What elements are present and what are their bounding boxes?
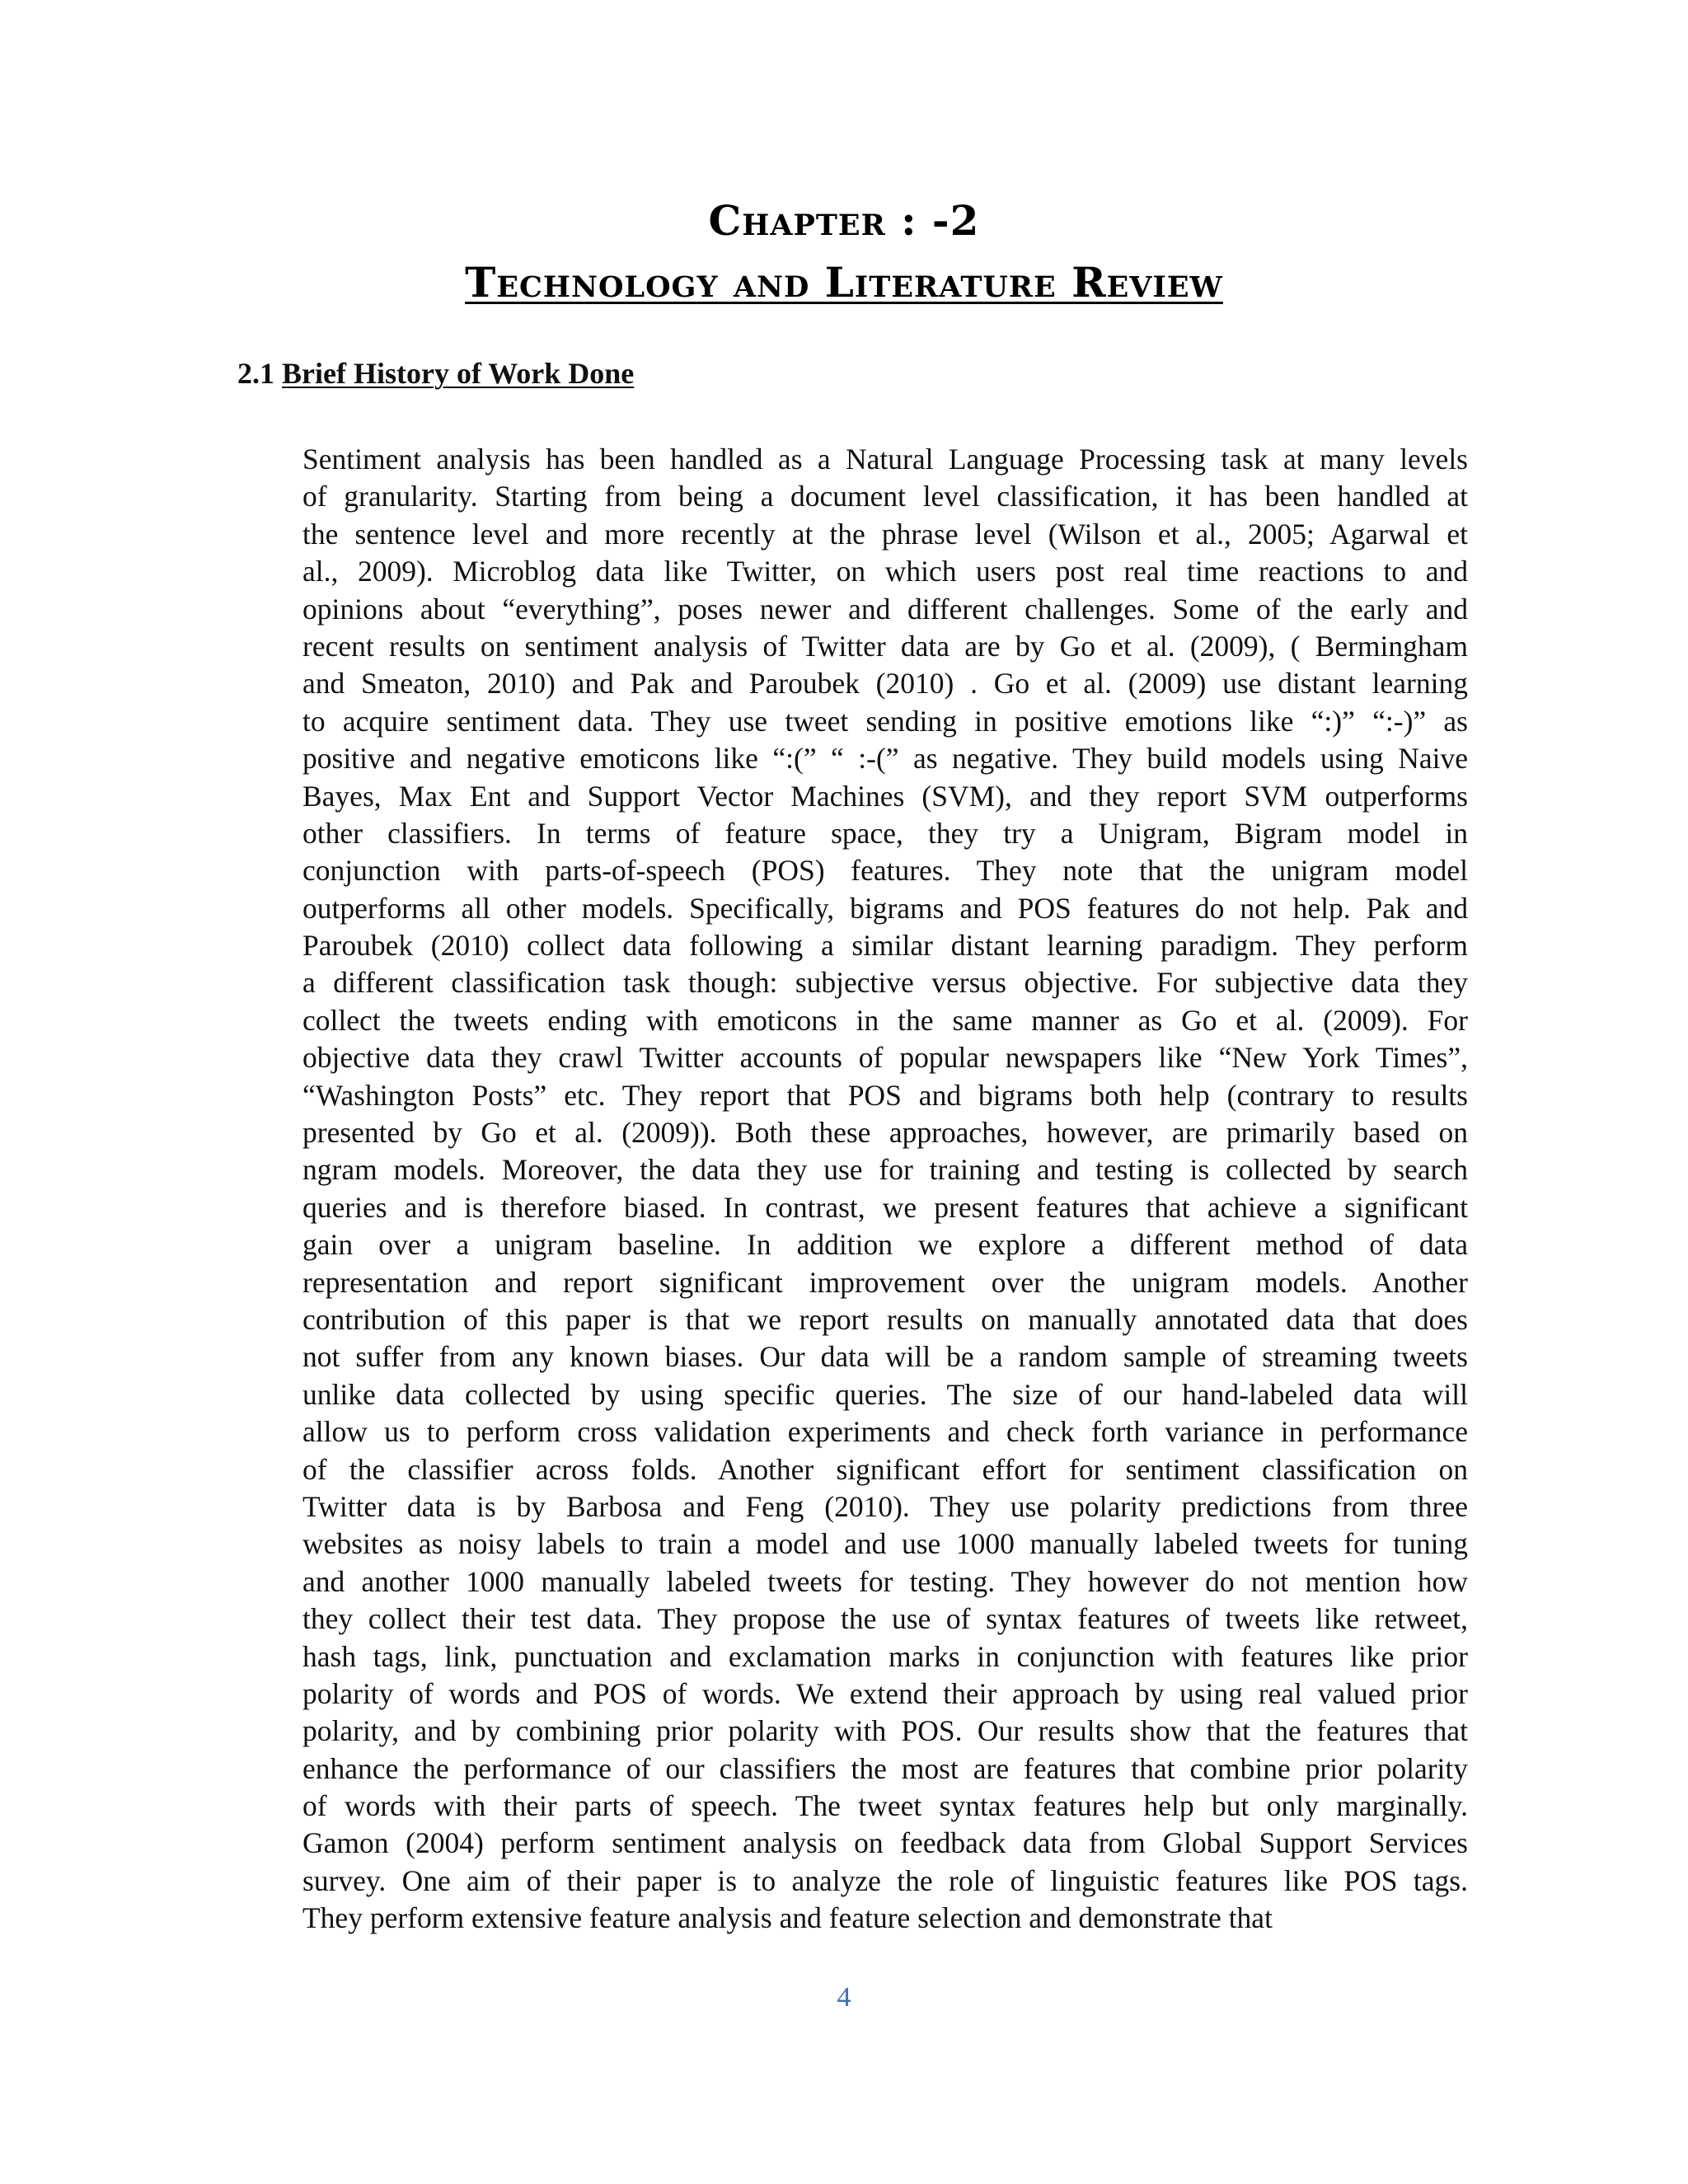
body-line: Paroubek (2010) collect data following a similar distant learning paradigm. They perform <box>302 929 1468 963</box>
body-line: queries and is therefore biased. In contrast, we present features that achieve a significant <box>302 1190 1468 1224</box>
body-line: ngram models. Moreover, the data they use for training and testing is collected by search <box>302 1153 1468 1187</box>
body-line: and Smeaton, 2010) and Pak and Paroubek (2010) . Go et al. (2009) use distant learning <box>302 667 1468 701</box>
body-line: positive and negative emoticons like “:(” “ :-(” as negative. They build models using Naive <box>302 742 1468 776</box>
body-line: unlike data collected by using specific queries. The size of our hand-labeled data will <box>302 1377 1468 1411</box>
section-title: Brief History of Work Done <box>282 357 635 390</box>
body-line: and another 1000 manually labeled tweets for testing. They however do not mention how <box>302 1564 1468 1598</box>
body-line: opinions about “everything”, poses newer and different challenges. Some of the early and <box>302 592 1468 626</box>
body-line: of granularity. Starting from being a document level classification, it has been handled at <box>302 480 1468 513</box>
body-line: Gamon (2004) perform sentiment analysis on feedback data from Global Support Services <box>302 1826 1468 1860</box>
body-line: gain over a unigram baseline. In addition we explore a different method of data <box>302 1228 1468 1262</box>
body-line: they collect their test data. They propose the use of syntax features of tweets like retweet, <box>302 1602 1468 1636</box>
body-line: a different classification task though: subjective versus objective. For subjective data they <box>302 966 1468 1000</box>
body-line: recent results on sentiment analysis of Twitter data are by Go et al. (2009), ( Bermingham <box>302 629 1468 663</box>
body-line: al., 2009). Microblog data like Twitter, on which users post real time reactions to and <box>302 555 1468 588</box>
body-line: Sentiment analysis has been handled as a Natural Language Processing task at many levels <box>302 443 1468 476</box>
body-line: Bayes, Max Ent and Support Vector Machines (SVM), and they report SVM outperforms <box>302 779 1468 813</box>
body-line: conjunction with parts-of-speech (POS) features. They note that the unigram model <box>302 854 1468 888</box>
body-line: to acquire sentiment data. They use tweet sending in positive emotions like “:)” “:-)” as <box>302 704 1468 738</box>
body-line: “Washington Posts” etc. They report that POS and bigrams both help (contrary to results <box>302 1078 1468 1112</box>
body-paragraph <box>302 441 1468 1938</box>
body-line: They perform extensive feature analysis and feature selection and demonstrate that <box>302 1901 1273 1935</box>
body-line: of the classifier across folds. Another significant effort for sentiment classification on <box>302 1452 1468 1486</box>
chapter-title-heading <box>0 258 1688 307</box>
body-line: objective data they crawl Twitter accounts of popular newspapers like “New York Times”, <box>302 1041 1468 1075</box>
body-line: the sentence level and more recently at the phrase level (Wilson et al., 2005; Agarwal et <box>302 517 1468 551</box>
body-line: hash tags, link, punctuation and exclamation marks in conjunction with features like prior <box>302 1639 1468 1673</box>
body-line: collect the tweets ending with emoticons in the same manner as Go et al. (2009). For <box>302 1003 1468 1037</box>
section-heading <box>237 354 634 392</box>
body-line: outperforms all other models. Specifically, bigrams and POS features do not help. Pak and <box>302 891 1468 925</box>
body-line: enhance the performance of our classifiers the most are features that combine prior polarity <box>302 1751 1468 1785</box>
body-line: survey. One aim of their paper is to analyze the role of linguistic features like POS tags. <box>302 1863 1468 1897</box>
body-line: representation and report significant improvement over the unigram models. Another <box>302 1265 1468 1299</box>
body-line: allow us to perform cross validation experiments and check forth variance in performance <box>302 1415 1468 1449</box>
body-line: Twitter data is by Barbosa and Feng (2010). They use polarity predictions from three <box>302 1489 1468 1523</box>
page-number: 4 <box>837 1982 851 2013</box>
section-number: 2.1 <box>237 357 274 390</box>
body-line: not suffer from any known biases. Our data will be a random sample of streaming tweets <box>302 1340 1468 1374</box>
body-line: polarity of words and POS of words. We extend their approach by using real valued prior <box>302 1676 1468 1710</box>
body-line: of words with their parts of speech. The tweet syntax features help but only marginally. <box>302 1789 1468 1823</box>
body-line: contribution of this paper is that we report results on manually annotated data that does <box>302 1302 1468 1336</box>
body-line: websites as noisy labels to train a model and use 1000 manually labeled tweets for tuning <box>302 1527 1468 1561</box>
chapter-number-heading: Chapter : -2 <box>708 196 980 245</box>
body-line: polarity, and by combining prior polarity with POS. Our results show that the features that <box>302 1714 1468 1748</box>
chapter-title-text: Technology and Literature Review <box>465 258 1223 307</box>
body-line: presented by Go et al. (2009)). Both these approaches, however, are primarily based on <box>302 1116 1468 1150</box>
body-line: other classifiers. In terms of feature space, they try a Unigram, Bigram model in <box>302 816 1468 850</box>
